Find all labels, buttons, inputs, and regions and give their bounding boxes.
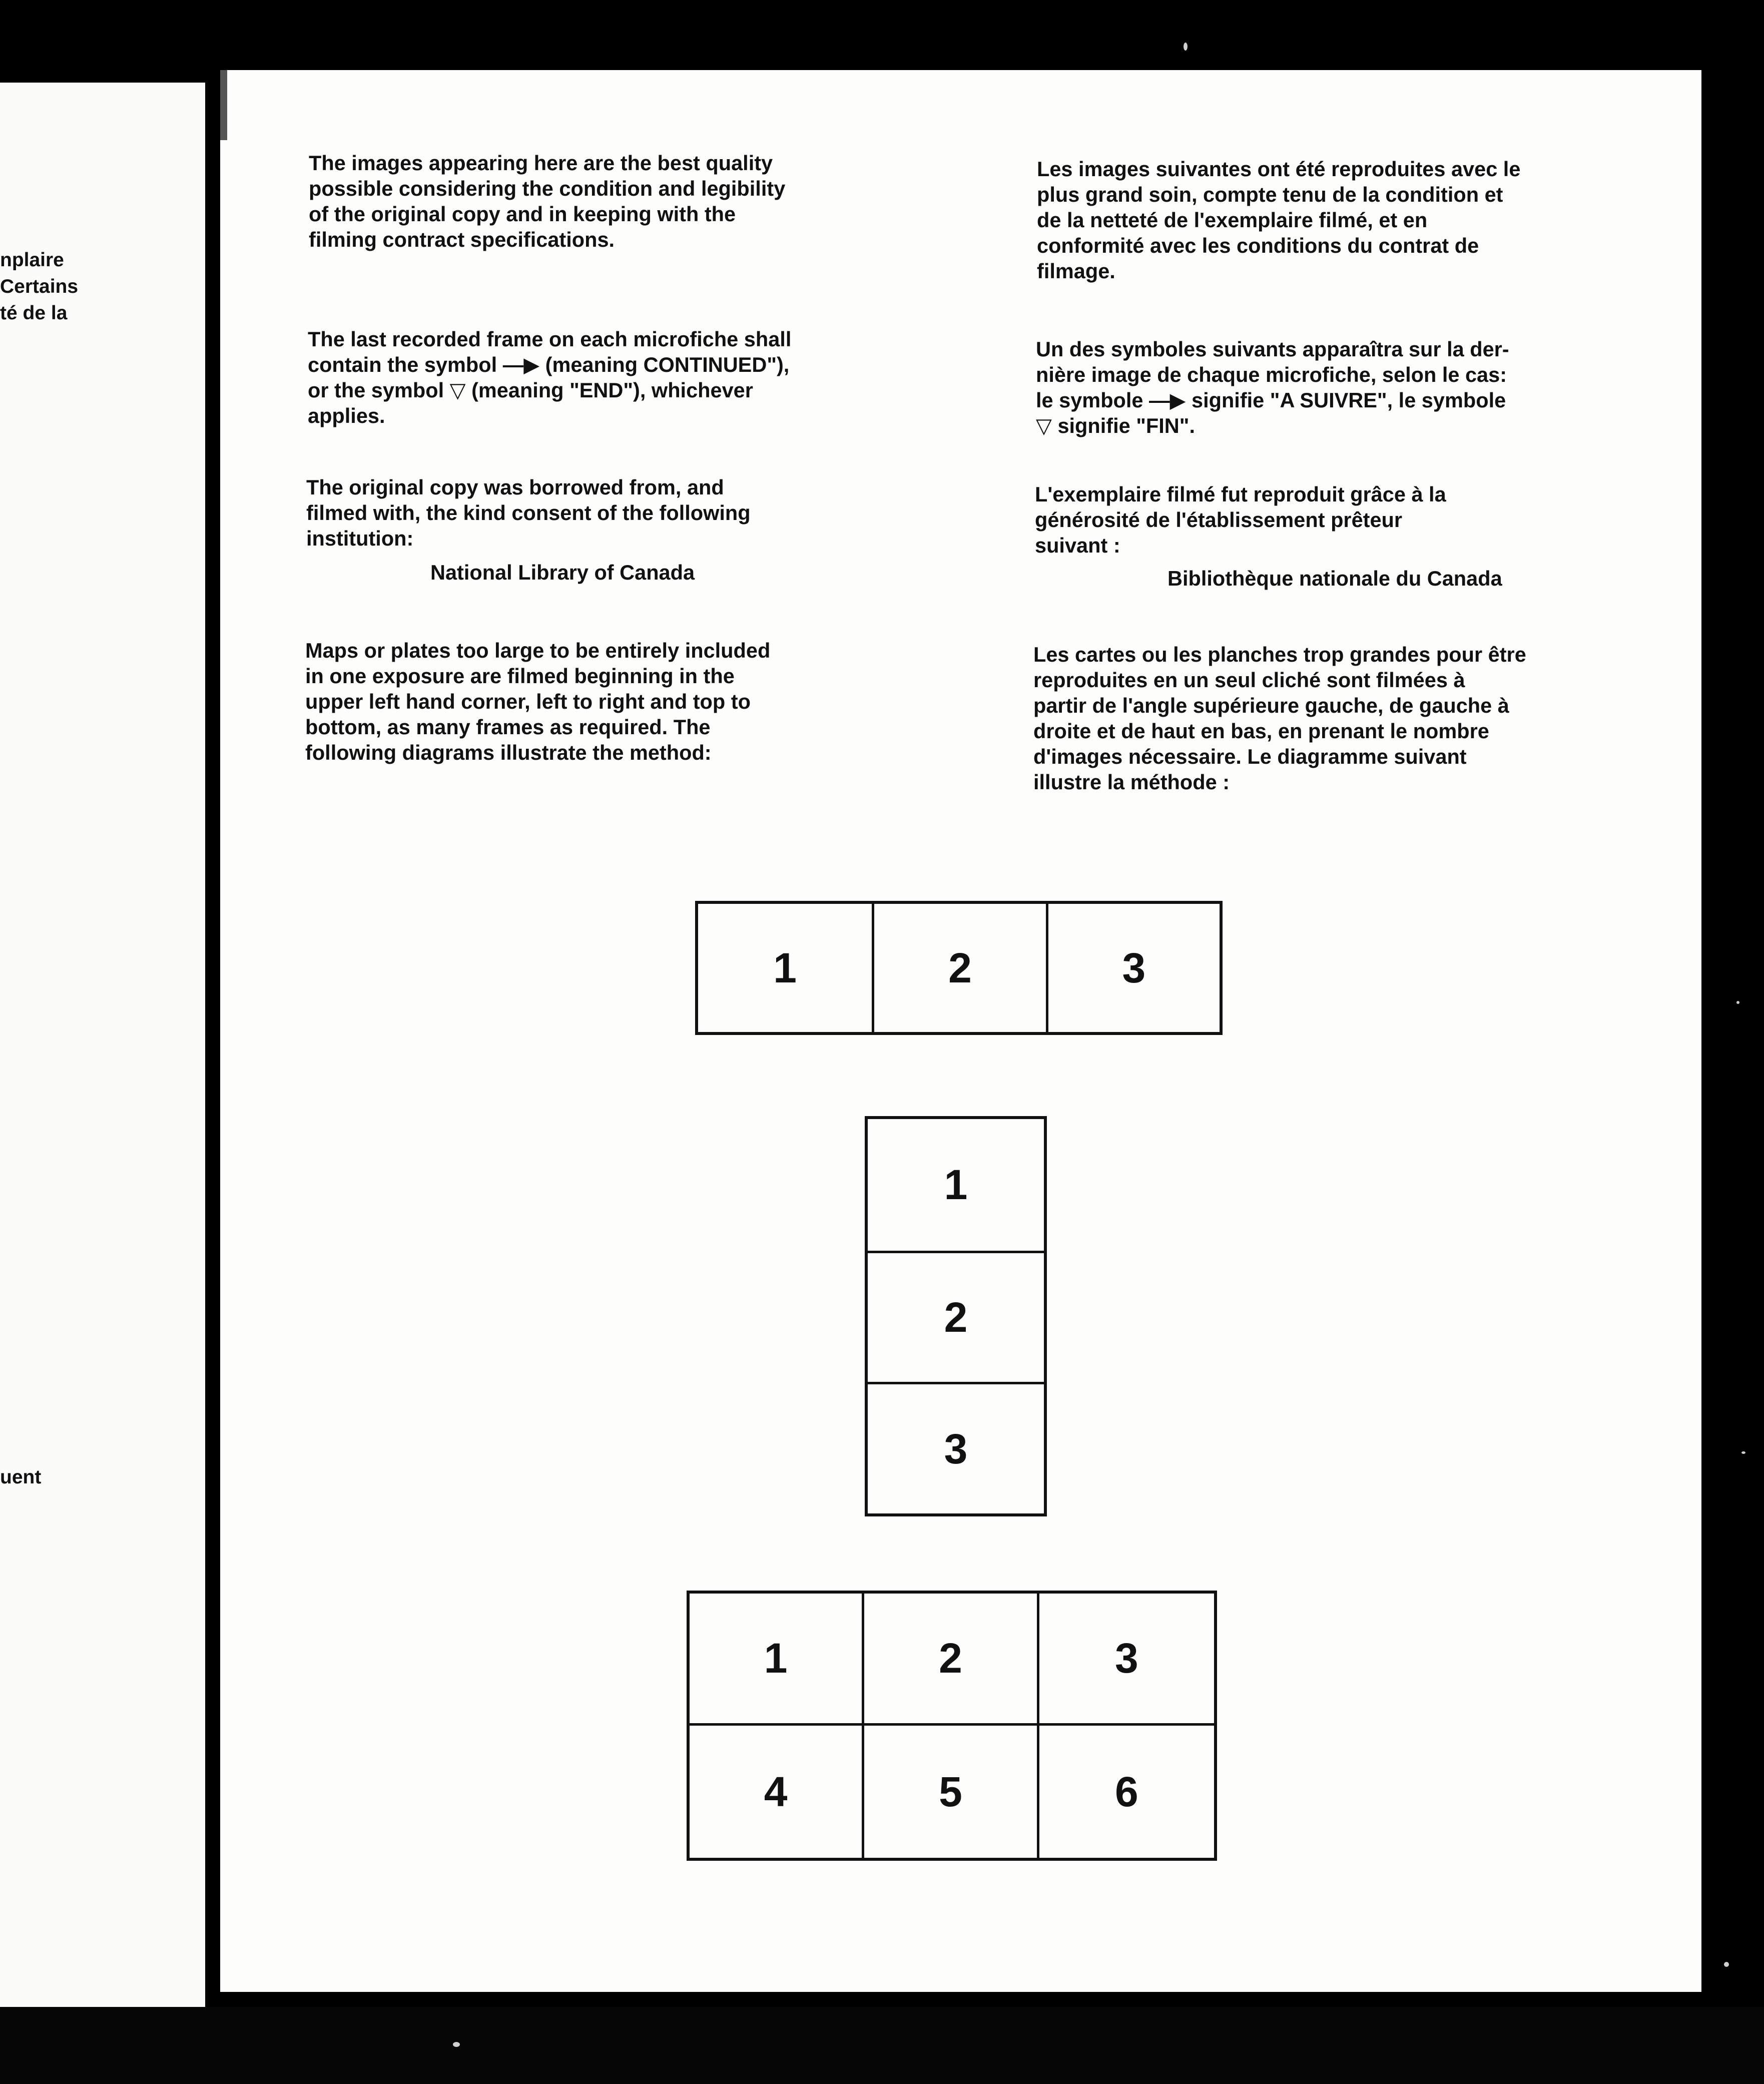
frame-cell: 5 — [864, 1726, 1039, 1858]
frame-cell: 4 — [690, 1726, 864, 1858]
english-source-paragraph: The original copy was borrowed from, and filmed with, the kind consent of the following institution: — [306, 475, 751, 550]
frame-cell: 2 — [872, 904, 1045, 1032]
dust-speck — [1741, 1451, 1745, 1454]
frame-cell: 3 — [868, 1382, 1044, 1513]
french-maps-paragraph: Les cartes ou les planches trop grandes pour être reproduites en un seul cliché sont filmées à partir de l'angle supérieure gauche, de gauche à droite et de haut en bas, en prenant le nombre d'images nécessaire. Le diagramme suivant illustre la méthode : — [1033, 643, 1526, 794]
frame-cell: 6 — [1114, 1768, 1138, 1815]
french-source-paragraph: L'exemplaire filmé fut reproduit grâce à la générosité de l'établissement prêteur suivant : — [1035, 482, 1446, 557]
english-maps-paragraph: Maps or plates too large to be entirely included in one exposure are filmed beginning in the upper left hand corner, left to right and top to bottom, as many frames as required. The following diagrams illustrate the method: — [305, 639, 771, 764]
french-quality-paragraph: Les images suivantes ont été reproduites avec le plus grand soin, compte tenu de la condition et de la netteté de l'exemplaire filmé, et en conformité avec les conditions du contrat de filmage. — [1037, 157, 1521, 283]
page-edge-shadow — [220, 70, 227, 140]
dust-speck — [1736, 1001, 1739, 1004]
french-institution-name: Bibliothèque nationale du Canada — [1167, 567, 1502, 590]
dust-speck — [1184, 43, 1188, 51]
diagram-column-of-three — [865, 1116, 1047, 1516]
previous-page-fragment-bottom: uent — [0, 1466, 42, 1488]
frame-cell: 1 — [944, 1161, 968, 1208]
diagram-row-of-three — [695, 901, 1223, 1035]
previous-page — [0, 83, 205, 2007]
frame-cell: 3 — [1039, 1594, 1214, 1726]
previous-page-fragment-top: nplaire Certains té de la — [0, 249, 79, 324]
dust-speck — [1724, 1962, 1729, 1967]
english-quality-paragraph: The images appearing here are the best quality possible considering the condition and legibility of the original copy and in keeping with the filming contract specifications. — [309, 151, 786, 251]
english-institution-name: National Library of Canada — [430, 561, 695, 584]
frame-cell: 3 — [1046, 904, 1220, 1032]
frame-cell: 1 — [690, 1594, 864, 1726]
english-symbol-paragraph: The last recorded frame on each microfiche shall contain the symbol —▶ (meaning CONTINUED"), or the symbol ▽ (meaning "END"), whichever applies. — [308, 327, 792, 427]
frame-cell: 1 — [773, 944, 797, 991]
diagram-grid-two-by-three — [687, 1591, 1217, 1861]
frame-cell: 2 — [868, 1251, 1044, 1382]
film-border-bottom — [0, 2007, 1764, 2084]
frame-cell: 2 — [864, 1594, 1039, 1726]
french-symbol-paragraph: Un des symboles suivants apparaîtra sur la der- nière image de chaque microfiche, selon le cas: le symbole —▶ signifie "A SUIVRE", le symbole ▽ signifie "FIN". — [1036, 337, 1509, 437]
dust-speck — [453, 2042, 460, 2047]
